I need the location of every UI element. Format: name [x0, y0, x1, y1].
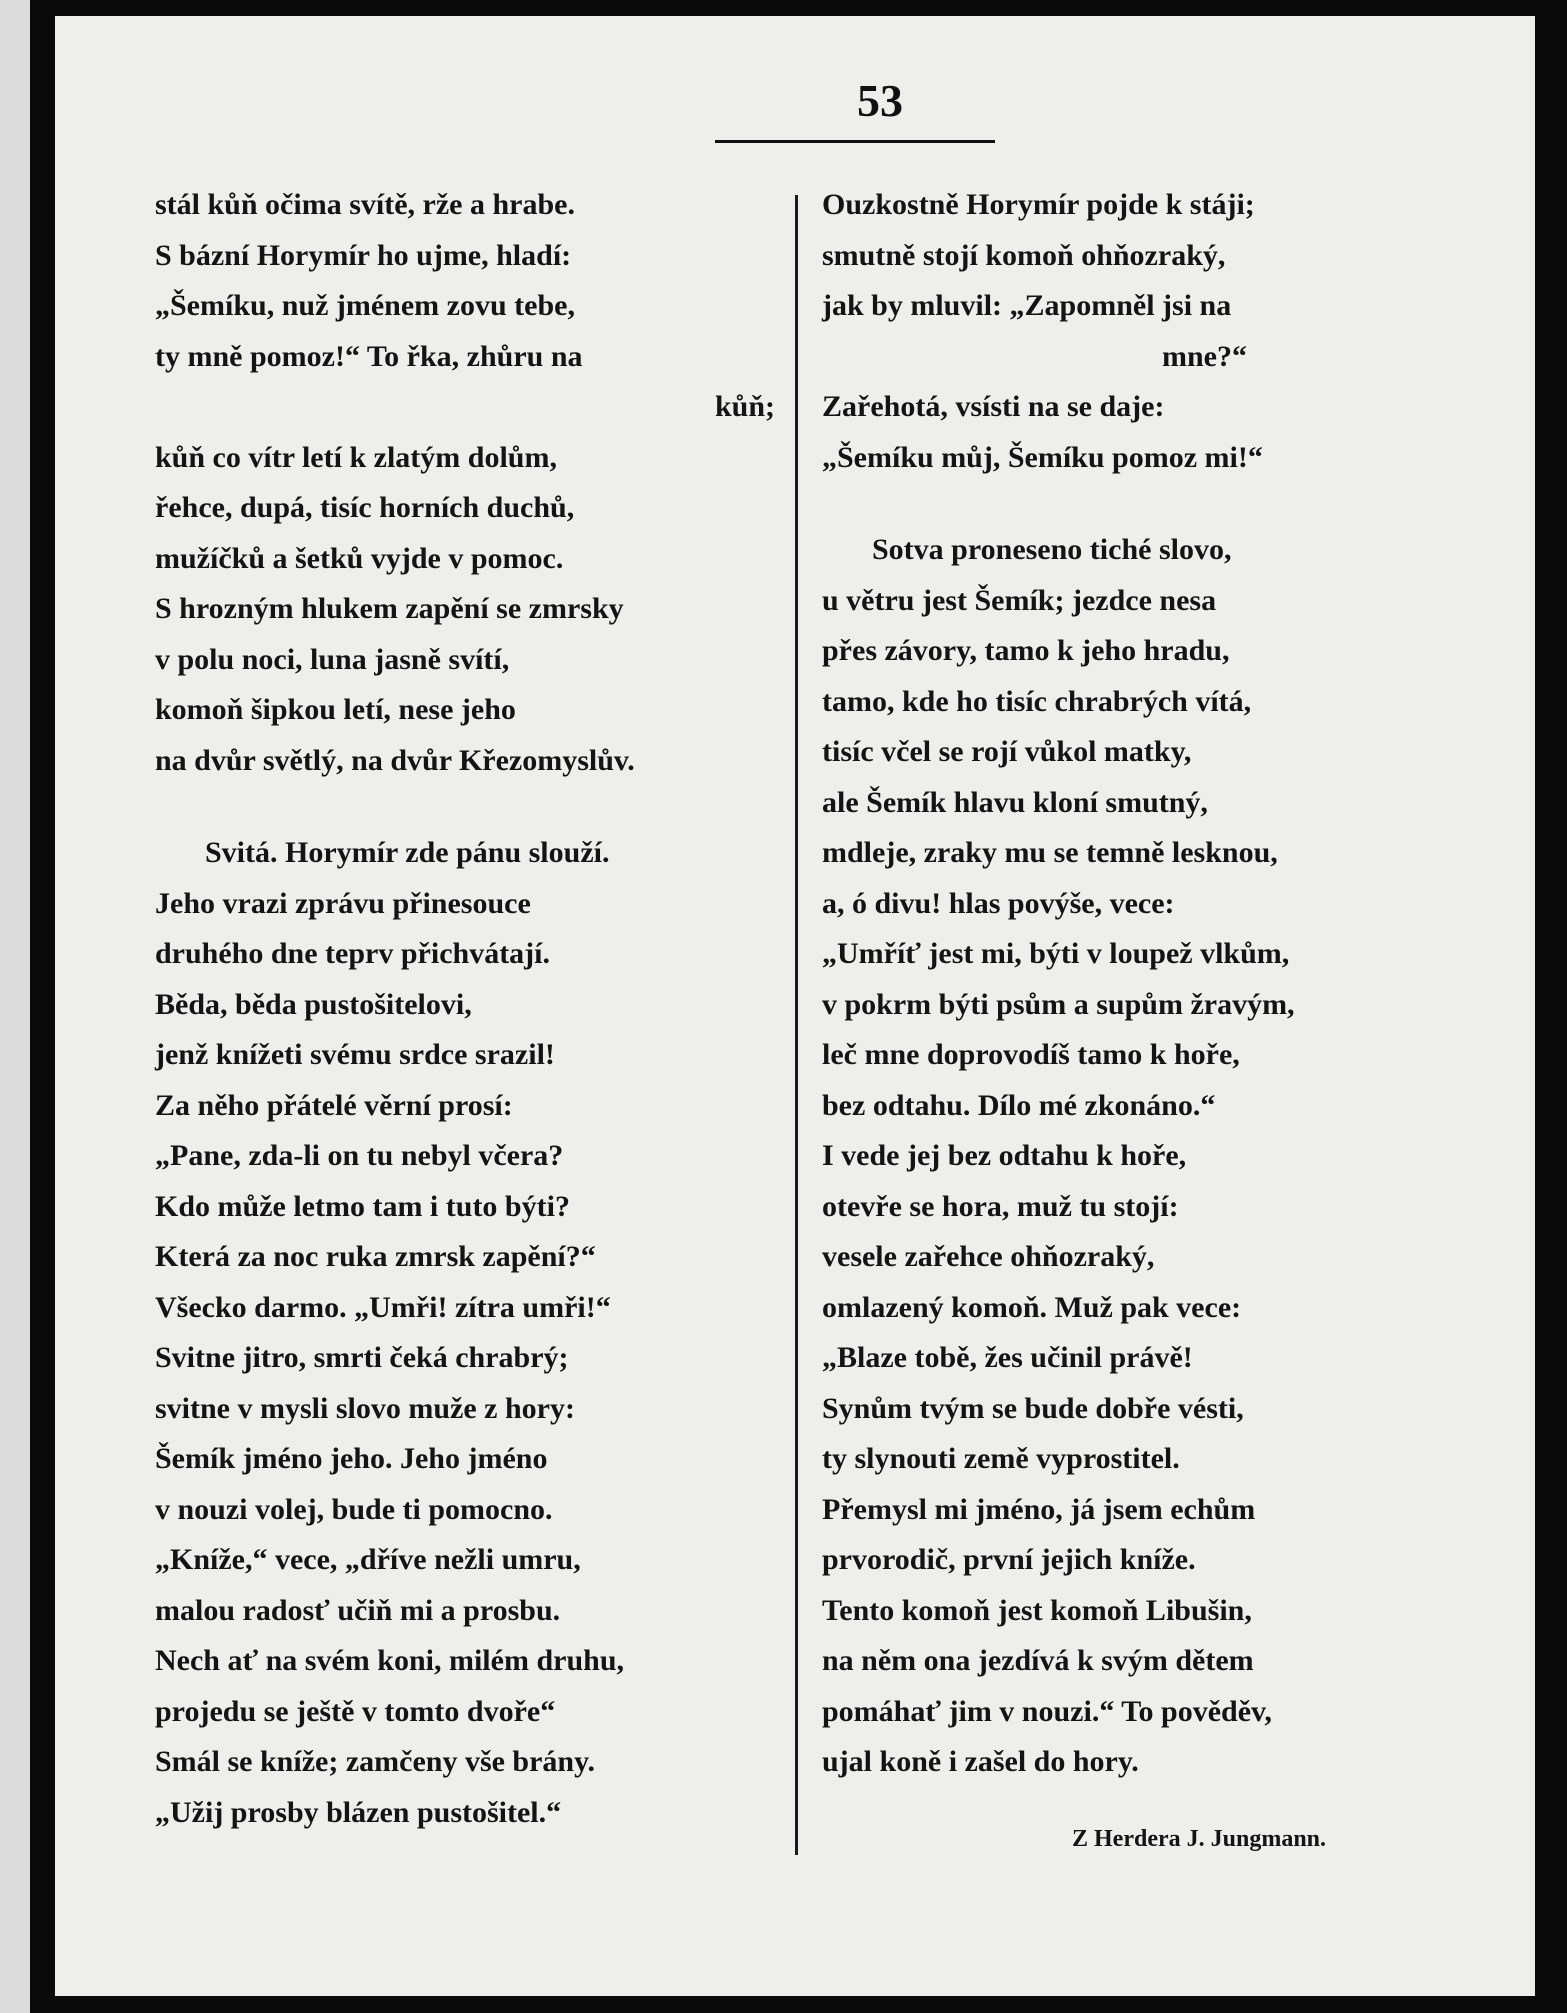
verse-line: tisíc včel se rojí vůkol matky, [822, 735, 1192, 768]
verse-line: přes závory, tamo k jeho hradu, [822, 634, 1230, 667]
verse-line: Za něho přátelé věrní prosí: [155, 1088, 513, 1122]
attribution: Z Herdera J. Jungmann. [1072, 1826, 1327, 1852]
verse-line: „Umříť jest mi, býti v loupež vlkům, [822, 937, 1290, 970]
verse-line: druhého dne teprv přichvátají. [155, 937, 551, 970]
verse-line: Zařehotá, vsísti na se daje: [822, 390, 1165, 423]
verse-line: Tento komoň jest komoň Libušin, [822, 1593, 1252, 1627]
verse-line: svitne v mysli slovo muže z hory: [155, 1391, 575, 1425]
verse-line: Která za noc ruka zmrsk zapění?“ [155, 1240, 596, 1273]
verse-line: „Šemíku, nuž jménem zovu tebe, [155, 289, 575, 322]
verse-line: ty slynouti země vyprostitel. [822, 1442, 1180, 1475]
verse-line: Svitne jitro, smrti čeká chrabrý; [155, 1341, 569, 1374]
verse-line: „Pane, zda-li on tu nebyl včera? [155, 1139, 564, 1172]
right-column [822, 180, 1442, 1788]
verse-line: a, ó divu! hlas povýše, vece: [822, 886, 1175, 920]
verse-line: pomáhať jim v nouzi.“ To pověděv, [822, 1694, 1272, 1728]
verse-line: Ouzkostně Horymír pojde k stáji; [822, 188, 1255, 221]
verse-line: Svitá. Horymír zde pánu slouží. [205, 836, 610, 869]
verse-line: na něm ona jezdívá k svým dětem [822, 1644, 1254, 1677]
verse-line: řehce, dupá, tisíc horních duchů, [155, 491, 575, 524]
verse-line: ujal koně i zašel do hory. [822, 1745, 1139, 1778]
header-rule [715, 140, 995, 143]
stanza-break [822, 483, 1442, 525]
verse-line: v nouzi volej, bude ti pomocno. [155, 1492, 553, 1526]
verse-line: I vede jej bez odtahu k hoře, [822, 1139, 1187, 1172]
verse-line: u větru jest Šemík; jezdce nesa [822, 583, 1217, 617]
stanza-break [155, 786, 775, 828]
verse-line: Synům tvým se bude dobře vésti, [822, 1391, 1244, 1425]
verse-line: „Blaze tobě, žes učinil právě! [822, 1341, 1193, 1374]
verse-line: kůň; [714, 390, 775, 423]
verse-line: smutně stojí komoň ohňozraký, [822, 238, 1226, 272]
verse-line: omlazený komoň. Muž pak vece: [822, 1290, 1242, 1324]
verse-line: Sotva proneseno tiché slovo, [872, 533, 1232, 566]
verse-line: mne?“ [1162, 339, 1247, 373]
verse-line: malou radosť učiň mi a prosbu. [155, 1593, 561, 1627]
left-column [155, 180, 775, 1838]
column-divider [795, 195, 798, 1855]
verse-line: Jeho vrazi zprávu přinesouce [155, 886, 531, 920]
verse-line: kůň co vítr letí k zlatým dolům, [155, 440, 557, 474]
verse-line: mdleje, zraky mu se temně lesknou, [822, 836, 1278, 869]
verse-line: v pokrm býti psům a supům žravým, [822, 987, 1295, 1021]
verse-line: komoň šipkou letí, nese jeho [155, 693, 516, 726]
verse-line: otevře se hora, muž tu stojí: [822, 1189, 1179, 1223]
verse-line: „Užij prosby blázen pustošitel.“ [155, 1795, 562, 1829]
verse-line: stál kůň očima svítě, rže a hrabe. [155, 188, 575, 221]
verse-line: ty mně pomoz!“ To řka, zhůru na [155, 339, 583, 373]
verse-line: Běda, běda pustošitelovi, [155, 987, 472, 1021]
verse-line: ale Šemík hlavu kloní smutný, [822, 785, 1208, 819]
verse-line: Nech ať na svém koni, milém druhu, [155, 1644, 624, 1677]
verse-line: na dvůr světlý, na dvůr Křezomyslův. [155, 743, 635, 777]
verse-line: Všecko darmo. „Umři! zítra umři!“ [155, 1290, 611, 1324]
verse-line: Přemysl mi jméno, já jsem echům [822, 1492, 1256, 1526]
verse-line: prvorodič, první jejich kníže. [822, 1543, 1196, 1576]
page-number: 53 [857, 75, 903, 126]
verse-line: Šemík jméno jeho. Jeho jméno [155, 1442, 548, 1475]
verse-line: v polu noci, luna jasně svítí, [155, 642, 510, 676]
verse-line: „Kníže,“ vece, „dříve nežli umru, [155, 1543, 581, 1576]
verse-line: bez odtahu. Dílo mé zkonáno.“ [822, 1088, 1216, 1122]
adjacent-page-edge [0, 0, 30, 2013]
verse-line: leč mne doprovodíš tamo k hoře, [822, 1038, 1240, 1071]
verse-line: projedu se ještě v tomto dvoře“ [155, 1694, 556, 1728]
verse-line: Kdo může letmo tam i tuto býti? [155, 1189, 570, 1223]
verse-line: „Šemíku můj, Šemíku pomoz mi!“ [822, 440, 1263, 474]
verse-line: jak by mluvil: „Zapomněl jsi na [822, 289, 1232, 322]
verse-line: mužíčků a šetků vyjde v pomoc. [155, 541, 564, 575]
verse-line: tamo, kde ho tisíc chrabrých vítá, [822, 684, 1252, 718]
verse-line: vesele zařehce ohňozraký, [822, 1240, 1155, 1273]
verse-line: Smál se kníže; zamčeny vše brány. [155, 1745, 595, 1778]
verse-line: S bázní Horymír ho ujme, hladí: [155, 238, 572, 272]
verse-line: S hrozným hlukem zapění se zmrsky [155, 592, 624, 625]
verse-line: jenž knížeti svému srdce srazil! [155, 1038, 555, 1071]
